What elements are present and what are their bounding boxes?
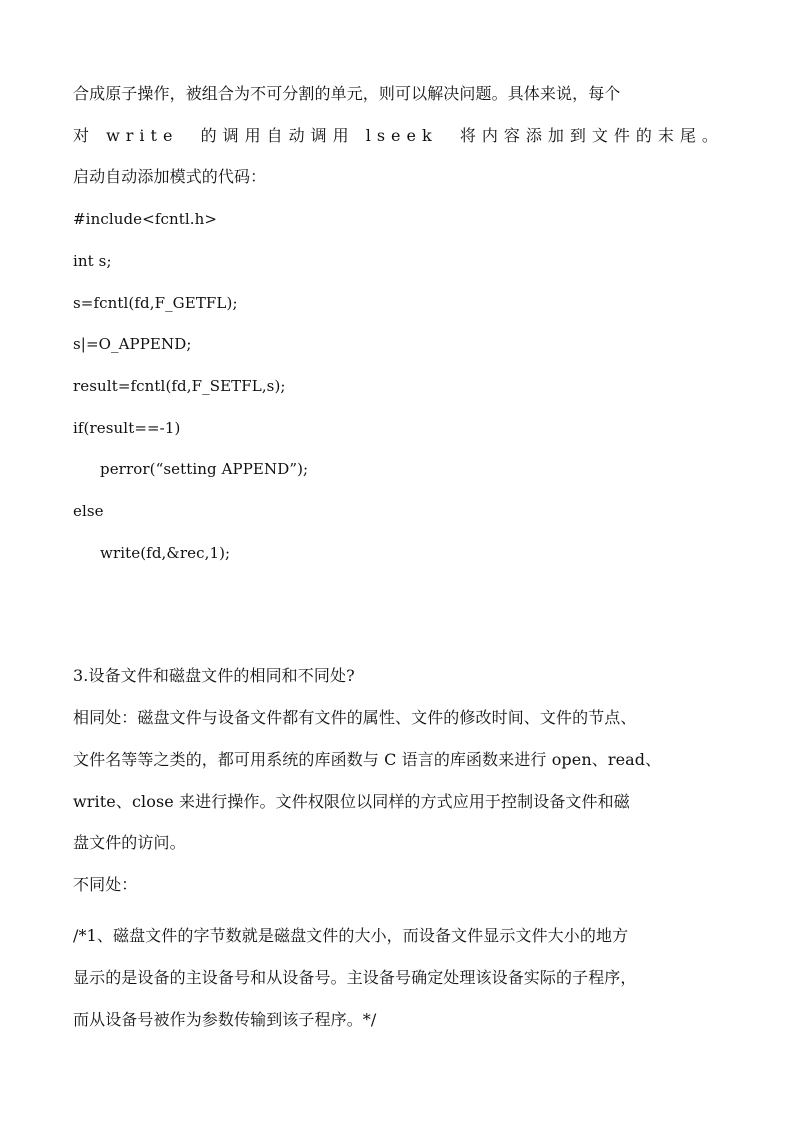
code-line-setfl: result=fcntl(fd,F_SETFL,s); [73,377,286,395]
code-line-perror: perror(“setting APPEND”); [100,460,309,478]
diff-line-1: /*1、磁盘文件的字节数就是磁盘文件的大小，而设备文件显示文件大小的地方 [73,926,629,945]
different-label: 不同处： [73,875,138,894]
code-line-if: if(result==-1) [73,419,181,437]
code-line-getfl: s=fcntl(fd,F_GETFL); [73,294,238,312]
code-line-include: #include<fcntl.h> [73,210,218,228]
same-line-3: write、close 来进行操作。文件权限位以同样的方式应用于控制设备文件和磁 [73,792,630,811]
paragraph-line-3: 启动自动添加模式的代码： [73,167,267,186]
code-line-int: int s; [73,252,112,270]
code-line-append: s|=O_APPEND; [73,335,192,353]
code-line-write: write(fd,&rec,1); [100,544,231,562]
diff-line-3: 而从设备号被作为参数传输到该子程序。*/ [73,1010,377,1029]
diff-line-2: 显示的是设备的主设备号和从设备号。主设备号确定处理该设备实际的子程序， [73,968,637,987]
same-line-2: 文件名等等之类的，都可用系统的库函数与 C 语言的库函数来进行 open、read、 [73,750,662,769]
paragraph-line-2: 对 write 的调用自动调用 lseek 将内容添加到文件的末尾。 [73,126,724,145]
code-line-else: else [73,502,104,520]
paragraph-line-1: 合成原子操作，被组合为不可分割的单元，则可以解决问题。具体来说，每个 [73,84,621,103]
section-heading: 3.设备文件和磁盘文件的相同和不同处? [73,666,355,685]
same-line-1: 相同处：磁盘文件与设备文件都有文件的属性、文件的修改时间、文件的节点、 [73,708,637,727]
same-line-4: 盘文件的访问。 [73,833,186,852]
